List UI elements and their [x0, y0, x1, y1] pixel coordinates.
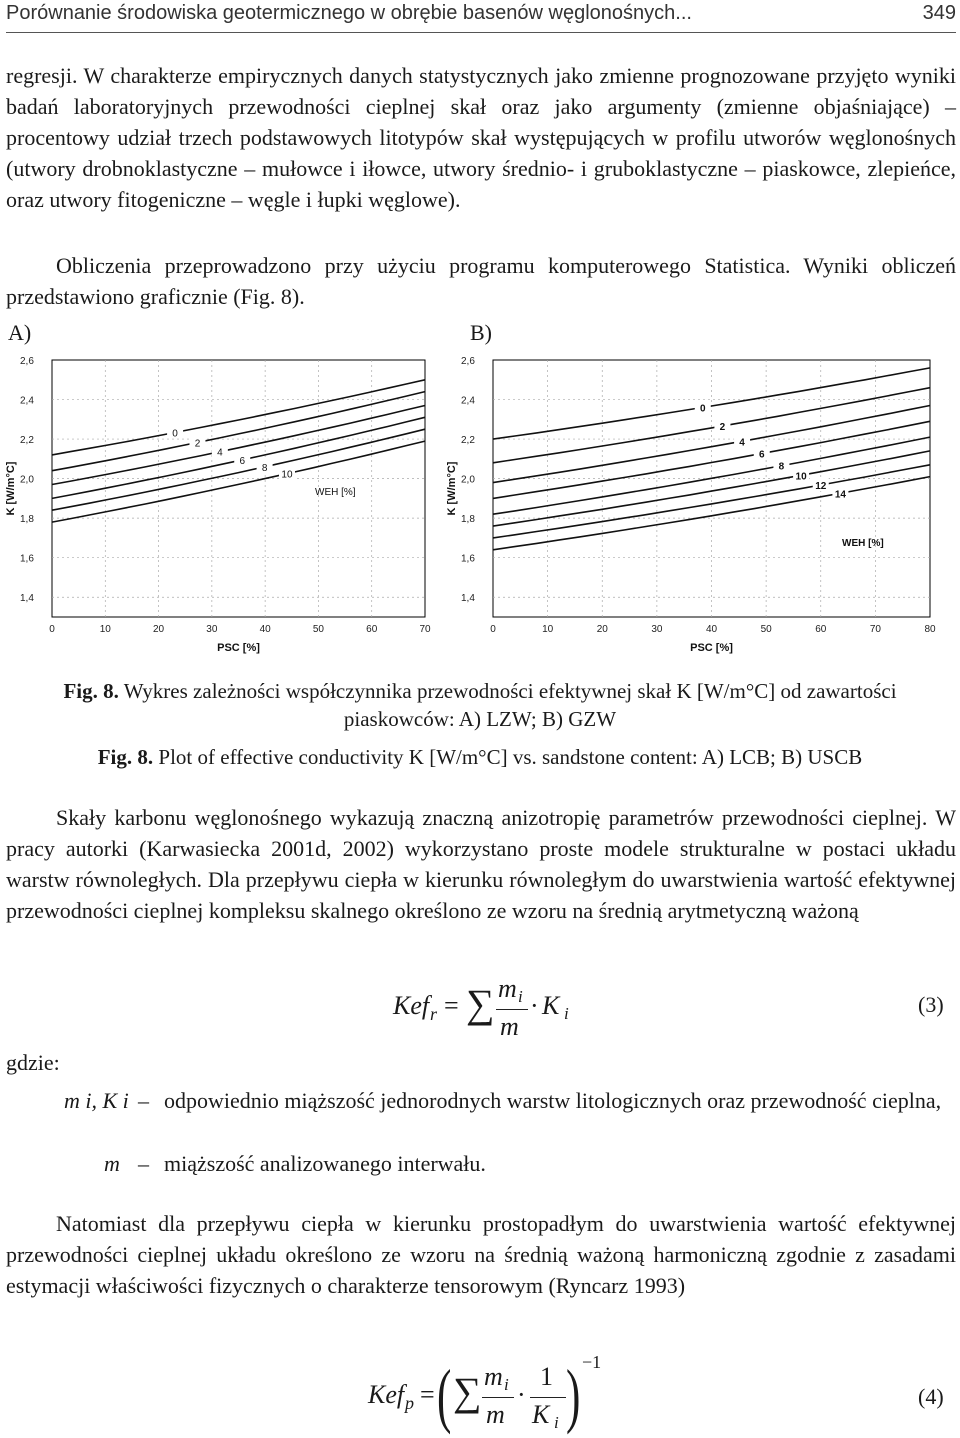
eq4-dot: ·	[517, 1380, 526, 1409]
eq3-k: K	[542, 991, 560, 1020]
eq3-dot: ·	[530, 991, 539, 1020]
series-label: 2	[719, 421, 726, 433]
eq3-fraction-bar	[496, 1009, 528, 1010]
y-tick-label: 1,8	[461, 514, 475, 526]
def-term-2: m	[104, 1151, 120, 1176]
gdzie-label: gdzie:	[6, 1050, 60, 1075]
x-axis-label: PSC [%]	[217, 642, 260, 654]
eq3-num: m	[498, 974, 517, 1003]
figure-caption-pl	[0, 677, 960, 733]
x-tick-label: 60	[815, 624, 827, 635]
series-label: 4	[739, 437, 745, 449]
eq3-equals: =	[444, 991, 459, 1020]
series-label: 6	[239, 455, 246, 467]
eq4-equals: =	[420, 1380, 435, 1409]
x-tick-label: 10	[542, 624, 554, 635]
chart-annotation: WEH [%]	[315, 487, 356, 498]
paragraph-harmonic: Natomiast dla przepływu ciepła w kierunku prostopadłym do uwarstwienia wartość efektywnej przewodności cieplnej układu określono ze wzoru na średnią ważoną harmoniczną zgodnie z zasadami estymacji właściwości fizycznych o charakterze tensorowym (Ryncarz 1993)	[6, 1211, 956, 1298]
eq4-fraction-bar-2	[530, 1397, 566, 1398]
panel-b-label: B)	[470, 320, 492, 345]
eq4-k-sub: i	[554, 1413, 559, 1432]
eq3-k-sub: i	[564, 1004, 569, 1023]
eq4-k: K	[532, 1400, 550, 1429]
series-label: 0	[699, 403, 706, 415]
chart-panel-a	[0, 350, 450, 655]
caption-en-label: Fig. 8.	[97, 745, 154, 769]
x-tick-label: 50	[760, 624, 772, 635]
eq4-exponent: −1	[582, 1352, 602, 1372]
series-label: 8	[778, 461, 785, 473]
y-tick-label: 1,4	[461, 593, 475, 605]
x-tick-label: 30	[651, 624, 663, 635]
eq3-lhs-sub: r	[430, 1004, 438, 1024]
y-tick-label: 2,0	[20, 474, 34, 486]
x-axis-label: PSC [%]	[690, 642, 733, 654]
equation-4	[0, 1350, 960, 1438]
panel-a-label: A)	[8, 320, 32, 345]
y-tick-label: 1,8	[20, 514, 34, 526]
x-tick-label: 40	[259, 624, 271, 635]
y-tick-label: 2,4	[20, 395, 34, 407]
series-label: 10	[281, 469, 293, 481]
x-tick-label: 0	[490, 624, 496, 635]
y-tick-label: 1,4	[20, 593, 34, 605]
caption-en-text: Plot of effective conductivity K [W/m°C] vs. sandstone content: A) LCB; B) USCB	[158, 745, 863, 769]
x-tick-label: 30	[206, 624, 218, 635]
y-tick-label: 2,6	[20, 356, 34, 367]
series-label: 6	[758, 449, 765, 461]
x-tick-label: 20	[153, 624, 165, 635]
x-tick-label: 10	[99, 624, 111, 635]
x-tick-label: 70	[419, 624, 431, 635]
equation-3	[0, 970, 960, 1050]
y-tick-label: 2,0	[461, 474, 475, 486]
caption-pl-text: Wykres zależności współczynnika przewodności efektywnej skał K [W/m°C] od zawartości piaskowców: A) LZW; B) GZW	[123, 679, 897, 731]
y-tick-label: 1,6	[20, 553, 34, 565]
eq4-one: 1	[540, 1362, 553, 1391]
paragraph-statistica: Obliczenia przeprowadzono przy użyciu programu komputerowego Statistica. Wyniki obliczeń przedstawiono graficznie (Fig. 8).	[6, 253, 956, 309]
series-label: 14	[834, 489, 846, 501]
eq4-lhs: Kef	[368, 1380, 405, 1409]
series-label: 0	[172, 428, 178, 440]
x-tick-label: 0	[49, 624, 55, 635]
series-label: 2	[194, 438, 201, 450]
x-tick-label: 40	[705, 624, 718, 635]
paragraph-regression: regresji. W charakterze empirycznych danych statystycznych jako zmienne prognozowane przyjęto wyniki badań laboratoryjnych przewodności cieplnej skał oraz jako argumenty (zmienne objaśniające) – procentowy udział trzech podstawowych litotypów skał występujących w profilu utworów węglonośnych (utwory drobnoklastyczne – mułowce i iłowce, utwory średnio- i gruboklastyczne – piaskowce, zlepieńce, oraz utwory fitogeniczne – węgle i łupki węglowe).	[6, 63, 956, 212]
series-label: 8	[261, 462, 268, 474]
paragraph-anisotropy: Skały karbonu węglonośnego wykazują znaczną anizotropię parametrów przewodności cieplnej. W pracy autorki (Karwasiecka 2001d, 2002) wykorzystano proste modele strukturalne w postaci układu warstw równoległych. Dla przepływu ciepła w kierunku równoległym do uwarstwienia wartość efektywnej przewodności cieplnej kompleksu skalnego określono ze wzoru na średnią arytmetyczną ważoną	[6, 805, 956, 923]
eq4-fraction-bar-1	[482, 1397, 514, 1398]
def-dash-1: –	[138, 1088, 149, 1113]
eq4-num-sub: i	[504, 1375, 509, 1394]
running-header	[6, 0, 956, 30]
caption-pl-label: Fig. 8.	[63, 679, 119, 703]
series-label: 12	[815, 480, 827, 492]
eq4-num: m	[484, 1362, 503, 1391]
eq4-lhs-sub: p	[405, 1393, 414, 1413]
y-axis-label: K [W/m°C]	[446, 461, 458, 516]
def-desc-2: miąższość analizowanego interwału.	[164, 1151, 486, 1176]
eq4-sum: ∑	[453, 1369, 482, 1414]
eq3-lhs: Kef	[393, 991, 430, 1020]
x-tick-label: 50	[312, 624, 324, 635]
y-axis-label: K [W/m°C]	[5, 461, 17, 516]
chart-panel-b	[446, 350, 950, 655]
figure-caption-en	[0, 743, 960, 771]
y-tick-label: 2,2	[20, 435, 34, 447]
eq3-number: (3)	[918, 992, 944, 1017]
def-dash-2: –	[138, 1151, 149, 1176]
x-tick-label: 60	[366, 624, 378, 635]
header-rule	[6, 32, 956, 33]
eq4-den: m	[486, 1400, 505, 1429]
x-tick-label: 80	[924, 624, 936, 635]
series-label: 4	[217, 447, 223, 459]
def-term-1: m i, K i	[64, 1088, 129, 1113]
eq4-rparen: )	[566, 1355, 581, 1435]
def-desc-1: odpowiednio miąższość jednorodnych warstw litologicznych oraz przewodność cieplna,	[164, 1088, 942, 1113]
page-number: 349	[922, 2, 956, 24]
y-tick-label: 2,4	[461, 395, 475, 407]
eq4-lparen: (	[437, 1355, 452, 1435]
chart-annotation: WEH [%]	[842, 538, 884, 549]
header-title: Porównanie środowiska geotermicznego w obrębie basenów węglonośnych...	[6, 2, 692, 24]
eq3-num-sub: i	[518, 987, 523, 1006]
eq3-sum: ∑	[466, 981, 495, 1026]
y-tick-label: 1,6	[461, 553, 475, 565]
eq4-number: (4)	[918, 1384, 944, 1409]
y-tick-label: 2,2	[461, 435, 475, 447]
x-tick-label: 70	[869, 624, 881, 635]
x-tick-label: 20	[596, 624, 608, 635]
eq3-den: m	[500, 1012, 519, 1041]
y-tick-label: 2,6	[461, 356, 475, 367]
series-label: 10	[795, 471, 807, 483]
